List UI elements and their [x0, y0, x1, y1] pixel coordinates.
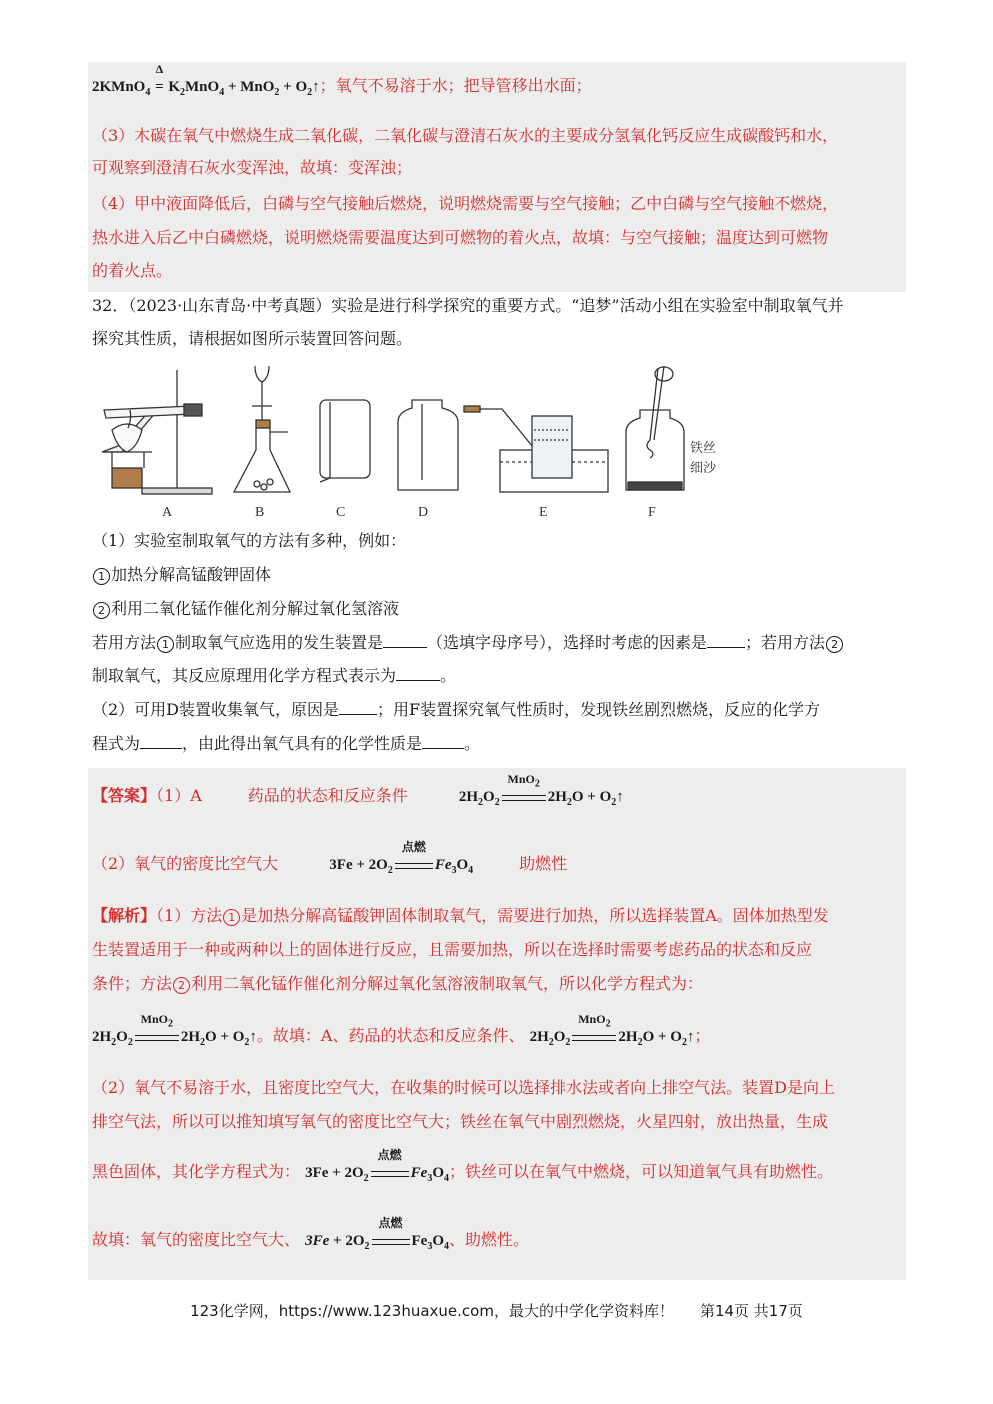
apparatus-a: [102, 370, 212, 494]
apparatus-d: [398, 400, 458, 490]
answer-line1: 【答案】（1）A 药品的状态和反应条件 $2H_2O_2$ MnO$_2$ $2H_2O$ + $O_2↑$: [92, 772, 624, 808]
label-f: F: [648, 505, 656, 520]
analysis-p2-line4: 故填：氧气的密度比空气大、 $3Fe + 2O_2$ 点燃 $Fe_3O_4$、助燃性。: [92, 1216, 530, 1252]
q2-line1: （2）可用D装置收集氧气，原因是 ；用F装置探究氧气性质时，发现铁丝剧烈燃烧，反应的化学方: [92, 700, 821, 719]
apparatus-c: [320, 400, 370, 482]
para4-line1: （4）甲中液面降低后，白磷与空气接触后燃烧，说明燃烧需要与空气接触；乙中白磷与空气接触不燃烧，: [92, 194, 839, 213]
analysis-p2-line2: 排空气法，所以可以推知填写氧气的密度比空气大；铁丝在氧气中剧烈燃烧，火星四射，放出热量，生成: [92, 1112, 829, 1131]
label-e: E: [539, 505, 548, 520]
footer-site: 123化学网，https://www.123huaxue.com，最大的中学化学资料库！: [190, 1302, 674, 1320]
answer-blank: [339, 714, 377, 715]
apparatus-f: [626, 366, 684, 490]
q1-intro: （1）实验室制取氧气的方法有多种，例如：: [92, 531, 407, 550]
f-label-xisha: 细沙: [690, 461, 717, 476]
circle-2: 2: [93, 602, 110, 619]
analysis-p2-line3: 黑色固体，其化学方程式为： $3Fe + 2O_2$ 点燃 $Fe_3O_4$；铁丝可以在氧气中燃烧，可以知道氧气具有助燃性。: [92, 1148, 834, 1184]
answer-blank: [707, 647, 745, 648]
answer-shade-bottom: [88, 768, 906, 1280]
para4-line2: 热水进入后乙中白磷燃烧，说明燃烧需要温度达到可燃物的着火点，故填：与空气接触；温度达到可燃物: [92, 228, 829, 247]
method2-line: 2 利用二氧化锰作催化剂分解过氧化氢溶液: [92, 599, 907, 619]
kmno4-equation-line: 2KMnO$_4$ Δ = $K_2MnO_4 + MnO_2$ + $O_2↑$；氧气不易溶于水；把导管移出水面；: [92, 62, 592, 98]
para3-line2: 可观察到澄清石灰水变浑浊，故填：变浑浊；: [92, 158, 413, 177]
label-d: D: [418, 505, 429, 520]
method1-line: 1 加热分解高锰酸钾固体: [92, 565, 907, 585]
apparatus-figure: [92, 360, 732, 525]
answer-blank: [140, 748, 182, 749]
q1-line2: 制取氧气，其反应原理用化学方程式表示为 。: [92, 666, 457, 685]
apparatus-b: [234, 366, 290, 492]
apparatus-e: [464, 406, 608, 492]
label-a: A: [162, 505, 173, 520]
analysis-p2-line1: （2）氧气不易溶于水，且密度比空气大，在收集的时候可以选择排水法或者向上排空气法。装置D是向上: [92, 1078, 836, 1097]
f-label-tiesi: 铁丝: [690, 441, 717, 456]
h2o2-equation: $2H_2O_2$ MnO$_2$ $2H_2O$ + $O_2↑$: [458, 772, 624, 808]
answer-blank: [422, 748, 464, 749]
question-line1: 32．（2023·山东青岛·中考真题）实验是进行科学探究的重要方式。“追梦”活动小组在实验室中制取氧气并: [92, 296, 844, 315]
q1-line1: 若用方法 1 制取氧气应选用的发生装置是 （选填字母序号），选择时考虑的因素是 ；若用方法 2: [92, 633, 907, 653]
circle-1: 1: [93, 568, 110, 585]
kmno4-equation: 2KMnO$_4$ Δ = $K_2MnO_4 + MnO_2$ + $O_2↑$: [92, 62, 320, 98]
answer-line2: （2）氧气的密度比空气大 $3Fe + 2O_2$ 点燃 $Fe_3O_4$ 助燃性: [92, 840, 568, 876]
label-c: C: [336, 505, 346, 520]
footer-page: 第14页 共17页: [699, 1302, 803, 1320]
para4-line3: 的着火点。: [92, 261, 173, 280]
answer-blank: [383, 647, 427, 648]
label-b: B: [255, 505, 265, 520]
q2-line2: 程式为 ，由此得出氧气具有的化学性质是 。: [92, 734, 481, 753]
analysis-line3: 条件；方法 2 利用二氧化锰作催化剂分解过氧化氢溶液制取氧气，所以化学方程式为：: [92, 974, 704, 993]
analysis-line2: 生装置适用于一种或两种以上的固体进行反应，且需要加热，所以在选择时需要考虑药品的状态和反应: [92, 940, 813, 959]
para3-line1: （3）木碳在氧气中燃烧生成二氧化碳，二氧化碳与澄清石灰水的主要成分氢氧化钙反应生成碳酸钙和水，: [92, 126, 839, 145]
page-footer: [0, 1300, 993, 1321]
answer-blank: [396, 680, 440, 681]
fe-equation: $3Fe + 2O_2$ 点燃 $Fe_3O_4$: [329, 840, 474, 876]
analysis-line1: 【解析】（1）方法 1 是加热分解高锰酸钾固体制取氧气，需要进行加热，所以选择装置A。固体加热型发: [92, 906, 829, 925]
analysis-line4: $2H_2O_2$ MnO$_2$ $2H_2O$ + $O_2↑$。故填：A、药品的状态和反应条件、 $2H_2O_2$ MnO$_2$ $2H_2O$ + $O_2↑$；: [92, 1012, 711, 1048]
question-line2: 探究其性质，请根据如图所示装置回答问题。: [92, 329, 413, 348]
